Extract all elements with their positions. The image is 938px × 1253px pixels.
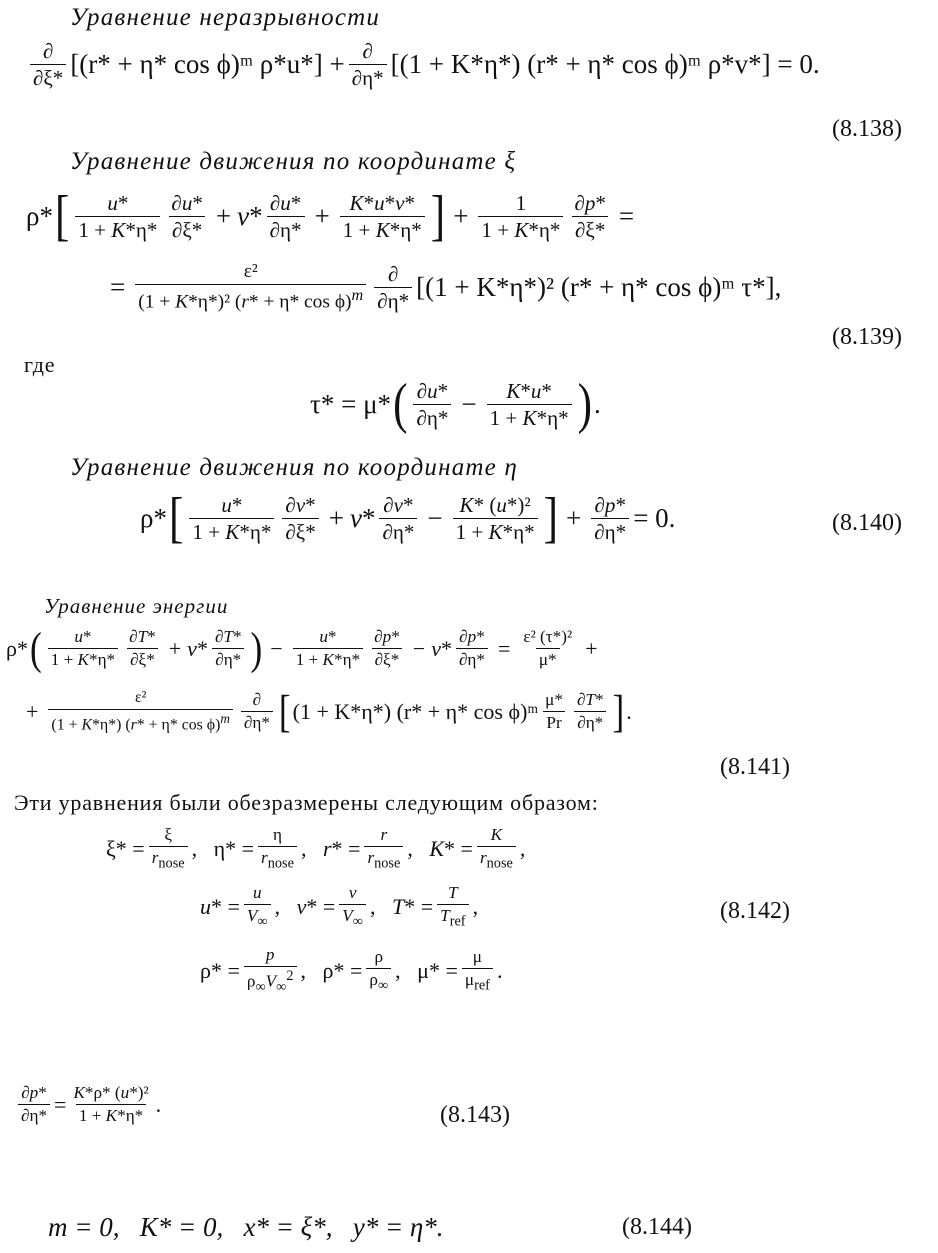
heading-momentum-xi: Уравнение движения по координате ξ [70, 148, 517, 175]
partial-fraction: ∂ ∂η* [349, 40, 387, 89]
equation-8-139-line1: ρ* [ u* 1 + K*η* ∂u* ∂ξ* + v * ∂u* ∂η* + $\frac{K*u*v*}{1 + K*\eta*}$ ] + $\frac{1}{1 + K*\eta*}$ $\frac{\partial p*}{\partial\xi*}$ = [26, 185, 635, 248]
equation-8-141-line1: ρ* ( u* 1 + K*η* ∂T* ∂ξ* + v * ∂T* ∂η* ) − $\frac{u*}{1 + K*\eta*}$ ∂p* ∂ξ* − v * $\frac{\partial p*}{\partial\eta*}$ = $\frac{\text{ε² (τ*)²}}{\mu*}$ + [6, 623, 598, 674]
heading-continuity: Уравнение неразрывности [70, 4, 381, 31]
equation-number: (8.142) [720, 898, 790, 924]
equation-term: [(1 + K*η*)² (r* + η* cos ϕ)ᵐ τ*], [416, 272, 782, 303]
partial-fraction: ∂ ∂ξ* [30, 40, 66, 89]
equation-8-138 [26, 40, 820, 89]
equation-number: (8.143) [440, 1102, 510, 1128]
equation-8-140: ρ* [ u* 1 + K*η* ∂v* ∂ξ* + v * ∂v* ∂η* − $\frac{\text{K* (u*)²}}{1 + K*\eta*}$ ] + $\frac{\partial p*}{\partial\eta*}$ = 0. [140, 487, 676, 550]
equation-number: (8.138) [832, 116, 902, 142]
equation-8-142-row1: ξ* = ξ $r_{nose}$ , η* = η $r_{nose}$ , r* = r $r_{nose}$ , K* = K $r_{nose}$ , [106, 825, 526, 872]
heading-energy: Уравнение энергии [44, 594, 229, 618]
equation-number: (8.140) [832, 510, 902, 536]
equation-term: m = 0, K* = 0, x* = ξ*, y* = η*. [48, 1212, 444, 1242]
tau-definition: τ* = μ* ( ∂u* ∂η* − $\frac{K*u*}{1 + K*\eta*}$ ) . [310, 373, 601, 436]
where-label: где [24, 352, 56, 377]
equation-term: [(1 + K*η*) (r* + η* cos ϕ)ᵐ ρ*v*] = 0. [390, 49, 820, 80]
equation-number: (8.144) [622, 1214, 692, 1240]
equation-8-143: $\frac{\partial p*}{\partial\eta*}$ = $\frac{\text{K*ρ* (u*)²}}{1 + K*\eta*}$ . [14, 1084, 161, 1125]
equation-8-139-line2: = $\frac{\text{ε²}}{(1 + K*\eta*)^2 (r* + \eta* \cos \phi)^m}$ ∂ ∂η* [(1 + K*η*)² (r* + η* cos ϕ)ᵐ τ*], [110, 261, 782, 314]
equation-number: (8.139) [832, 324, 902, 350]
equation-number: (8.141) [720, 754, 790, 780]
equation-term: (1 + K*η*) (r* + η* cos ϕ)ᵐ [292, 698, 539, 724]
equation-term: [(r* + η* cos ϕ)ᵐ ρ*u*] + [70, 49, 345, 80]
nondim-intro: Эти уравнения были обезразмерены следующим образом: [14, 790, 599, 815]
equation-8-142-row3: ρ* = $\frac{p}{\rho_\infty V_\infty^2}$ , ρ* = $\frac{\rho}{\rho_\infty}$ , μ* = μ $\mu_{ref}$ . [200, 945, 503, 996]
equation-8-144 [48, 1212, 444, 1243]
equation-8-141-line2: + $\frac{\text{ε²}}{(1 + K*\eta*) (r* + \eta* \cos \phi)^m}$ ∂ ∂η* [ (1 + K*η*) (r* + η* cos ϕ)ᵐ μ* Pr ∂T* ∂η* ] . [26, 686, 632, 737]
heading-momentum-eta: Уравнение движения по координате η [70, 454, 519, 481]
equation-8-142-row2: u* = $\frac{u}{V_\infty}$ , v* = $\frac{v}{V_\infty}$ , T* = T $T_{ref}$ , [200, 883, 479, 930]
